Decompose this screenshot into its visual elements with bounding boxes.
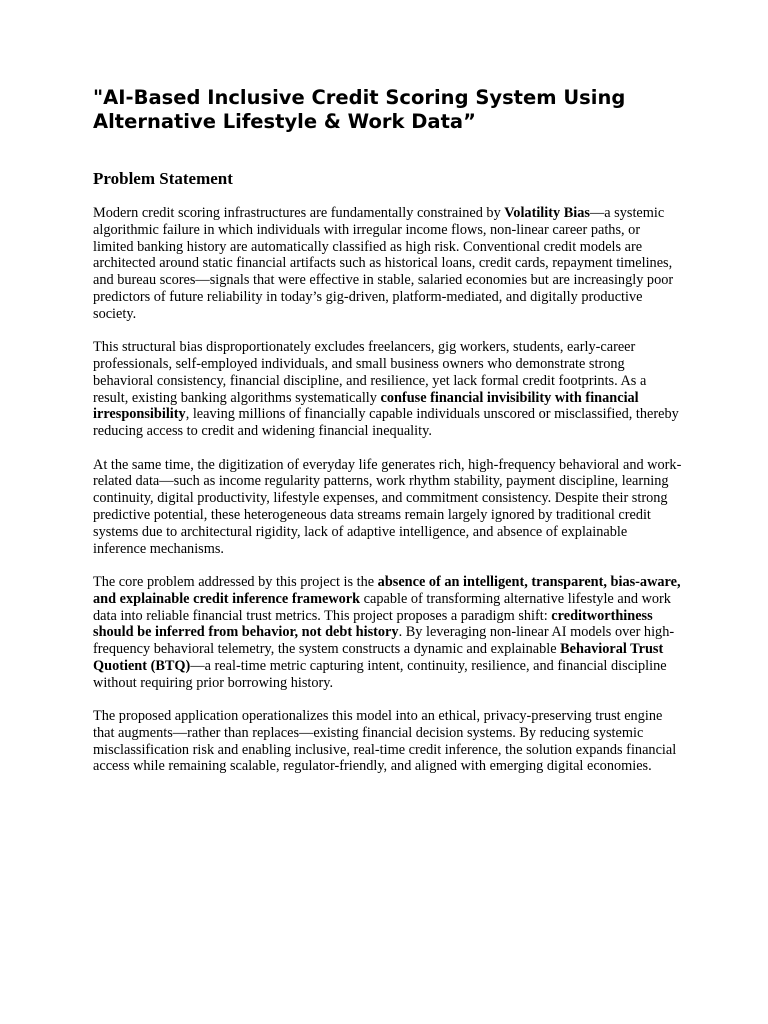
paragraph-text: —a real-time metric capturing intent, continuity, resilience, and financial discipline without requiring prior borrowing history. [93,657,667,691]
document-page [93,86,683,775]
section-heading: Problem Statement [93,169,233,188]
paragraph-volatility-bias [93,205,683,323]
paragraph-structural-bias [93,339,683,440]
paragraph-text: . By leveraging non-linear AI models over high-frequency behavioral telemetry, the system constructs a dynamic and explainable [93,624,675,658]
paragraph-text: The proposed application operationalizes this model into an ethical, privacy-preserving trust engine that augments—rather than replaces—existing financial decision systems. By reducing systemic misclassification risk and enabling inclusive, real-time credit inference, the solution expands financial access while remaining scalable, regulator-friendly, and aligned with emerging digital economies. [93,708,677,775]
bold-term: confuse financial invisibility with financial irresponsibility [93,389,639,423]
paragraph-core-problem [93,574,683,692]
paragraph-text: , leaving millions of financially capable individuals unscored or misclassified, thereby reducing access to credit and widening financial inequality. [93,406,679,440]
paragraph-text: —a systemic algorithmic failure in which individuals with irregular income flows, non-linear career paths, or limited banking history are automatically classified as high risk. Conventional credit models are architected around static financial artifacts such as historical loans, credit cards, repayment timelines, and bureau scores—signals that were effective in stable, salaried economies but are increasingly poor predictors of future reliability in today’s gig-driven, platform-mediated, and digitally productive society. [93,205,674,322]
paragraph-proposed-application [93,708,683,775]
bold-term: creditworthiness should be inferred from behavior, not debt history [93,607,653,641]
document-title: "AI-Based Inclusive Credit Scoring System Using Alternative Lifestyle & Work Data” [93,86,626,133]
paragraph-text: At the same time, the digitization of everyday life generates rich, high-frequency behavioral and work-related data—such as income regularity patterns, work rhythm stability, payment discipline, learning continuity, digital productivity, lifestyle expenses, and commitment consistency. Despite their strong predictive potential, these heterogeneous data streams remain largely ignored by traditional credit systems due to architectural rigidity, lack of adaptive intelligence, and absence of explainable inference mechanisms. [93,456,682,557]
paragraph-digitization [93,457,683,558]
bold-term: absence of an intelligent, transparent, bias-aware, and explainable credit inference framework [93,573,681,607]
bold-term: Volatility Bias [504,205,590,221]
paragraph-text: Modern credit scoring infrastructures are fundamentally constrained by [93,205,505,221]
paragraph-text: The core problem addressed by this project is the [93,573,378,590]
bold-term: Behavioral Trust Quotient (BTQ) [93,641,664,674]
paragraph-text: capable of transforming alternative lifestyle and work data into reliable financial trust metrics. This project proposes a paradigm shift: [93,590,671,624]
paragraph-text: This structural bias disproportionately excludes freelancers, gig workers, students, early-career professionals, self-employed individuals, and small business owners who demonstrate strong behavioral consistency, financial discipline, and resilience, yet lack formal credit footprints. As a result, existing banking algorithms systematically [93,339,647,406]
